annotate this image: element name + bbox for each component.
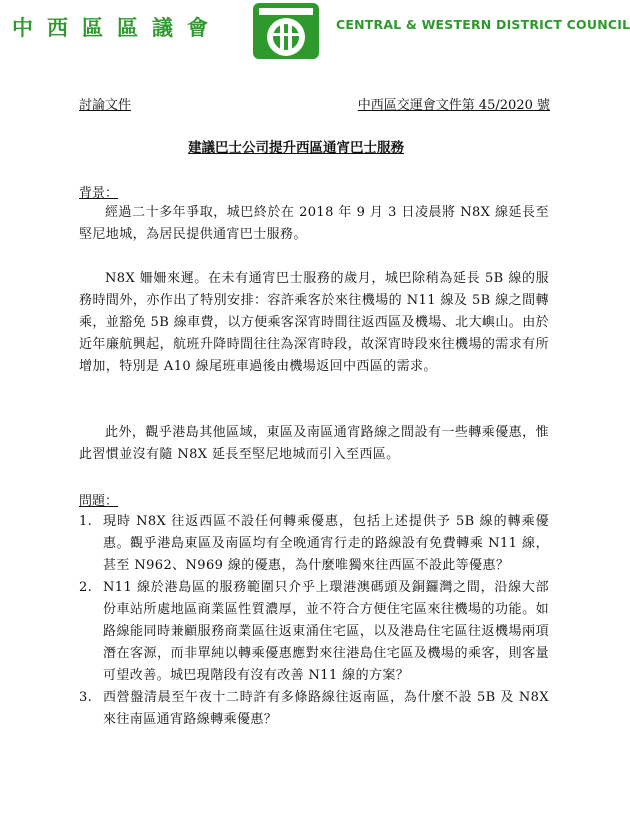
council-chinese-name: 中西區區議會: [12, 16, 222, 40]
background-paragraph-2: N8X 姍姍來遲。在未有通宵巴士服務的歲月，城巴除稍為延長 5B 線的服務時間外，亦作出了特別安排：容許乘客於來往機場的 N11 線及 5B 線之間轉乘，並豁免 5B 線車費，以方便乘客深宵時間往返西區及機場、北大嶼山。由於近年廉航興起，航班升降時間往往為深宵時段，故深宵時段來往機場的需求有所增加，特別是 A10 線尾班車過後由機場返回中西區的需求。: [79, 271, 549, 374]
question-text: N11 線於港島區的服務範圍只介乎上環港澳碼頭及銅鑼灣之間，沿線大部份車站所處地區商業區性質濃厚，並不符合方便住宅區來往機場的功能。如路線能同時兼顧服務商業區往返東涌住宅區，以及港島住宅區往返機場兩項潛在客源，而非單純以轉乘優惠應對來往港島住宅區及機場的乘客，則客量可望改善。城巴現階段有沒有改善 N11 線的方案？: [103, 580, 549, 683]
question-number: 3.: [79, 690, 93, 705]
background-paragraph-3: 此外，觀乎港島其他區域，東區及南區通宵路線之間設有一些轉乘優惠，惟此習慣並沒有隨 N8X 延長至堅尼地城而引入至西區。: [79, 425, 549, 462]
question-text: 西營盤清晨至午夜十二時許有多條路線往返南區，為什麼不設 5B 及 N8X 來往南區通宵路線轉乘優惠？: [103, 690, 549, 727]
document-number: 中西區交運會文件第 45/2020 號: [357, 98, 550, 113]
letterhead: [0, 0, 630, 60]
background-paragraph-1: 經過二十多年爭取，城巴終於在 2018 年 9 月 3 日凌晨將 N8X 線延長至堅尼地城，為居民提供通宵巴士服務。: [79, 205, 549, 242]
question-item: [79, 511, 549, 577]
question-item: [79, 687, 549, 731]
questions-heading: 問題：: [79, 494, 119, 509]
council-emblem-icon: [253, 3, 319, 59]
document-title: 建議巴士公司提升西區通宵巴士服務: [188, 140, 404, 156]
question-number: 2.: [79, 580, 93, 595]
question-item: [79, 577, 549, 687]
background-heading: 背景：: [79, 186, 119, 201]
question-number: 1.: [79, 514, 93, 529]
document-type: 討論文件: [79, 98, 132, 113]
question-text: 現時 N8X 往返西區不設任何轉乘優惠，包括上述提供予 5B 線的轉乘優惠。觀乎港島東區及南區均有全晚通宵行走的路線設有免費轉乘 N11 線，甚至 N962、N969 線的優惠，為什麼唯獨來往西區不設此等優惠？: [103, 514, 549, 573]
council-english-name: CENTRAL & WESTERN DISTRICT COUNCIL: [336, 17, 630, 32]
questions-list: [79, 511, 549, 731]
